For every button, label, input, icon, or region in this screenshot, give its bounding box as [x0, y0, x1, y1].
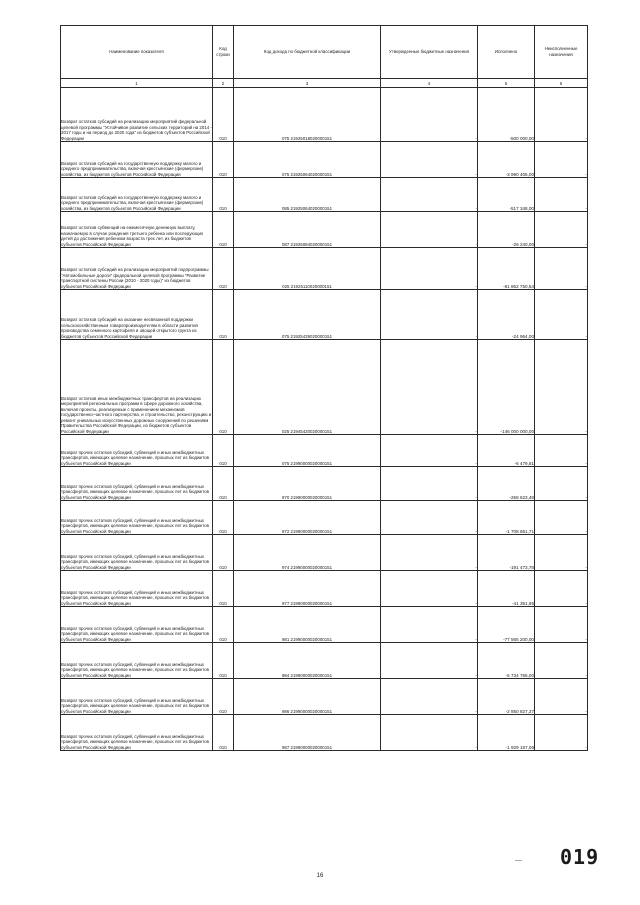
row-unexecuted: -: [535, 535, 588, 571]
row-executed: -2 850 827,37: [478, 679, 535, 715]
row-executed: -258 623,48: [478, 467, 535, 501]
row-name: Возврат прочих остатков субсидий, субвенций и иных межбюджетных трансфертов, имеющих целевое назначение, прошлых лет из бюджетов субъектов Российской Федерации: [61, 467, 213, 501]
row-executed: -146 000 000,00: [478, 340, 535, 435]
header-row: [61, 26, 588, 79]
row-unexecuted: -: [535, 643, 588, 679]
row-executed: -500 000,00: [478, 88, 535, 142]
table-row: [61, 679, 588, 715]
table-row: [61, 501, 588, 535]
table-row: [61, 535, 588, 571]
row-budget-code: 075 21925064020000151: [234, 142, 381, 178]
row-code: 010: [213, 178, 234, 212]
row-budget-code: 025 21945420020000151: [234, 340, 381, 435]
row-executed: -81 862 750,54: [478, 248, 535, 290]
column-number: 6: [535, 79, 588, 88]
column-number: 1: [61, 79, 213, 88]
row-code: 010: [213, 535, 234, 571]
table-row: [61, 142, 588, 178]
row-budget-code: 087 21925084020000151: [234, 212, 381, 248]
row-executed: -5 734 765,00: [478, 643, 535, 679]
table-row: [61, 643, 588, 679]
row-name: Возврат прочих остатков субсидий, субвенций и иных межбюджетных трансфертов, имеющих целевое назначение, прошлых лет из бюджетов субъектов Российской Федерации: [61, 571, 213, 607]
column-number: 4: [381, 79, 478, 88]
row-budget-code: 974 21990000020000151: [234, 535, 381, 571]
row-unexecuted: -: [535, 607, 588, 643]
row-code: 010: [213, 643, 234, 679]
row-name: Возврат прочих остатков субсидий, субвенций и иных межбюджетных трансфертов, имеющих целевое назначение, прошлых лет из бюджетов субъектов Российской Федерации: [61, 715, 213, 751]
row-unexecuted: -: [535, 501, 588, 535]
row-unexecuted: -: [535, 715, 588, 751]
row-unexecuted: -: [535, 248, 588, 290]
table-row: [61, 290, 588, 340]
row-name: Возврат остатков субсидий на реализацию мероприятий подпрограммы "Автомобильные дороги" федеральной целевой программы "Развитие транспортной системы России (2010 - 2020 годы)" из бюджетов субъектов Российской Федерации: [61, 248, 213, 290]
table-row: [61, 715, 588, 751]
row-approved: -: [381, 715, 478, 751]
row-approved: -: [381, 607, 478, 643]
stamped-sheet-number: 019: [560, 845, 600, 869]
table-row: [61, 88, 588, 142]
row-executed: -41 351,65: [478, 571, 535, 607]
row-name: Возврат остатков иных межбюджетных трансфертов на реализацию мероприятий региональных программ в сфере дорожного хозяйства, включая проекты, реализуемые с применением механизмов государственно-частного партнерства, и строительство, реконструкцию и ремонт уникальных искусственных дорожных сооружений по решениям Правительства Российской Федерации, из бюджетов субъектов Российской Федерации: [61, 340, 213, 435]
row-unexecuted: -: [535, 467, 588, 501]
row-code: 010: [213, 290, 234, 340]
row-name: Возврат остатков субвенций на ежемесячную денежную выплату, назначаемую в случае рождения третьего ребенка или последующих детей до достижения ребенком возраста трех лет, из бюджетов субъектов Российской Федерации: [61, 212, 213, 248]
row-budget-code: 025 21925110020000151: [234, 248, 381, 290]
row-unexecuted: -: [535, 340, 588, 435]
row-budget-code: 075 21925018020000151: [234, 88, 381, 142]
header-budget-code: Код дохода по бюджетной классификации: [234, 26, 381, 79]
row-approved: -: [381, 643, 478, 679]
row-budget-code: 075 21990000020000151: [234, 435, 381, 467]
row-approved: -: [381, 212, 478, 248]
table-row: [61, 248, 588, 290]
row-budget-code: 977 21990000020000151: [234, 571, 381, 607]
row-name: Возврат остатков субсидий на государственную поддержку малого и среднего предпринимательства, включая крестьянские (фермерские) хозяйства, из бюджетов субъектов Российской Федерации: [61, 178, 213, 212]
row-name: Возврат остатков субсидий на оказание несвязанной поддержки сельскохозяйственным товаропроизводителям в области развития производства семенного картофеля и овощей открытого грунта из бюджетов субъектов Российской Федерации: [61, 290, 213, 340]
row-approved: -: [381, 571, 478, 607]
row-unexecuted: -: [535, 679, 588, 715]
budget-execution-table: [60, 25, 588, 751]
table-row: [61, 435, 588, 467]
row-code: 010: [213, 212, 234, 248]
table-row: [61, 571, 588, 607]
report-sheet: [60, 25, 587, 751]
table-row: [61, 178, 588, 212]
row-code: 010: [213, 142, 234, 178]
header-executed: Исполнено: [478, 26, 535, 79]
row-executed: -77 565 200,00: [478, 607, 535, 643]
row-code: 010: [213, 88, 234, 142]
column-number: 5: [478, 79, 535, 88]
row-executed: -517 348,00: [478, 178, 535, 212]
column-number: 2: [213, 79, 234, 88]
row-unexecuted: -: [535, 178, 588, 212]
stamp-dash: —: [515, 857, 522, 864]
row-name: Возврат прочих остатков субсидий, субвенций и иных межбюджетных трансфертов, имеющих целевое назначение, прошлых лет из бюджетов субъектов Российской Федерации: [61, 535, 213, 571]
column-number: 3: [234, 79, 381, 88]
row-name: Возврат прочих остатков субсидий, субвенций и иных межбюджетных трансфертов, имеющих целевое назначение, прошлых лет из бюджетов субъектов Российской Федерации: [61, 501, 213, 535]
row-name: Возврат прочих остатков субсидий, субвенций и иных межбюджетных трансфертов, имеющих целевое назначение, прошлых лет из бюджетов субъектов Российской Федерации: [61, 435, 213, 467]
row-code: 010: [213, 248, 234, 290]
row-approved: -: [381, 290, 478, 340]
page-number: 16: [316, 873, 324, 879]
row-unexecuted: -: [535, 212, 588, 248]
row-approved: -: [381, 535, 478, 571]
row-name: Возврат остатков субсидий на реализацию мероприятий федеральной целевой программы "Устойчивое развитие сельских территорий на 2014 - 2017 годы и на период до 2020 года" из бюджетов субъектов Российской Федерации: [61, 88, 213, 142]
row-unexecuted: -: [535, 88, 588, 142]
row-budget-code: 075 21925439020000151: [234, 290, 381, 340]
row-executed: -1 708 651,71: [478, 501, 535, 535]
row-approved: -: [381, 501, 478, 535]
row-executed: -1 929 157,06: [478, 715, 535, 751]
row-code: 010: [213, 679, 234, 715]
row-budget-code: 986 21990000020000151: [234, 679, 381, 715]
row-approved: -: [381, 178, 478, 212]
column-numbers-row: [61, 79, 588, 88]
row-unexecuted: -: [535, 435, 588, 467]
row-name: Возврат прочих остатков субсидий, субвенций и иных межбюджетных трансфертов, имеющих целевое назначение, прошлых лет из бюджетов субъектов Российской Федерации: [61, 607, 213, 643]
table-row: [61, 340, 588, 435]
row-executed: -3 990 405,00: [478, 142, 535, 178]
row-budget-code: 987 21990000020000151: [234, 715, 381, 751]
header-approved: Утвержденные бюджетные назначения: [381, 26, 478, 79]
table-row: [61, 607, 588, 643]
table-row: [61, 467, 588, 501]
row-approved: -: [381, 88, 478, 142]
row-name: Возврат остатков субсидий на государственную поддержку малого и среднего предпринимательства, включая крестьянские (фермерские) хозяйства, из бюджетов субъектов Российской Федерации: [61, 142, 213, 178]
row-approved: -: [381, 340, 478, 435]
row-budget-code: 984 21990000020000151: [234, 643, 381, 679]
row-code: 010: [213, 501, 234, 535]
row-approved: -: [381, 142, 478, 178]
row-code: 010: [213, 340, 234, 435]
row-budget-code: 972 21990000020000151: [234, 501, 381, 535]
row-executed: -6 479,61: [478, 435, 535, 467]
row-approved: -: [381, 435, 478, 467]
table-row: [61, 212, 588, 248]
header-code: Код строки: [213, 26, 234, 79]
header-unexecuted: Неисполненные назначения: [535, 26, 588, 79]
row-executed: -24 964,00: [478, 290, 535, 340]
header-name: Наименование показателя: [61, 26, 213, 79]
row-name: Возврат прочих остатков субсидий, субвенций и иных межбюджетных трансфертов, имеющих целевое назначение, прошлых лет из бюджетов субъектов Российской Федерации: [61, 643, 213, 679]
row-approved: -: [381, 679, 478, 715]
row-budget-code: 970 21990000020000151: [234, 467, 381, 501]
row-code: 010: [213, 467, 234, 501]
row-unexecuted: -: [535, 571, 588, 607]
row-budget-code: 981 21990000020000151: [234, 607, 381, 643]
table-body: [61, 88, 588, 751]
row-code: 010: [213, 435, 234, 467]
row-code: 010: [213, 571, 234, 607]
row-code: 010: [213, 715, 234, 751]
row-unexecuted: -: [535, 142, 588, 178]
row-budget-code: 085 21925064020000151: [234, 178, 381, 212]
row-executed: -26 240,00: [478, 212, 535, 248]
row-executed: -191 473,78: [478, 535, 535, 571]
row-unexecuted: -: [535, 290, 588, 340]
row-name: Возврат прочих остатков субсидий, субвенций и иных межбюджетных трансфертов, имеющих целевое назначение, прошлых лет из бюджетов субъектов Российской Федерации: [61, 679, 213, 715]
row-approved: -: [381, 248, 478, 290]
row-code: 010: [213, 607, 234, 643]
row-approved: -: [381, 467, 478, 501]
